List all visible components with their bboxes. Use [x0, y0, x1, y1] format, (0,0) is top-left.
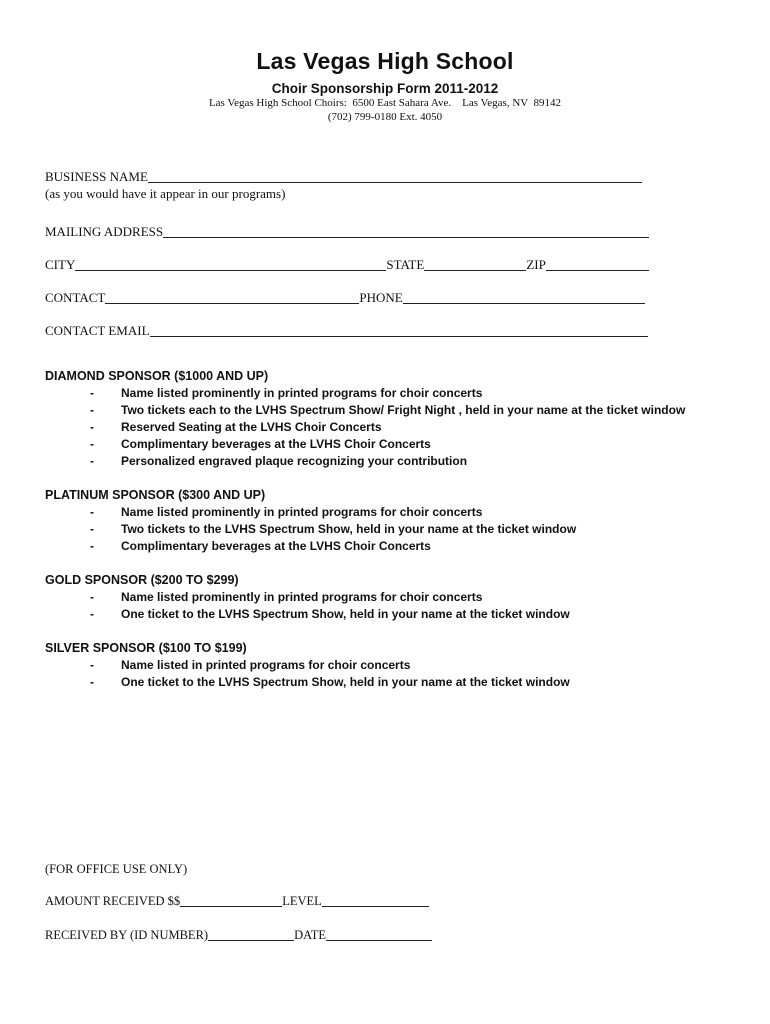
school-title: Las Vegas High School: [256, 48, 514, 74]
amount-level-row: [45, 894, 429, 909]
gold-sponsor-heading: GOLD SPONSOR ($200 TO $299): [45, 573, 239, 587]
mailing-address-field[interactable]: [163, 223, 649, 238]
bullet-dash: -: [90, 675, 94, 689]
benefit-text: Two tickets to the LVHS Spectrum Show, held in your name at the ticket window: [121, 522, 577, 536]
phone-label: PHONE: [359, 290, 403, 305]
business-name-row: [45, 166, 642, 186]
list-item: [45, 504, 755, 521]
received-by-field[interactable]: [208, 928, 294, 941]
benefit-text: Name listed prominently in printed programs for choir concerts: [121, 505, 483, 519]
zip-field[interactable]: [546, 256, 649, 271]
list-item: [45, 606, 755, 623]
benefit-text: Name listed prominently in printed programs for choir concerts: [121, 590, 483, 604]
business-name-field[interactable]: [148, 168, 642, 183]
diamond-sponsor-heading: DIAMOND SPONSOR ($1000 AND UP): [45, 369, 269, 383]
list-item: [45, 521, 755, 538]
level-label: LEVEL: [282, 894, 322, 908]
list-item: [45, 419, 755, 436]
list-item: [45, 385, 755, 402]
silver-sponsor-section: [45, 640, 755, 691]
bullet-dash: -: [90, 403, 94, 417]
list-item: [45, 402, 755, 419]
contact-field[interactable]: [105, 289, 359, 304]
date-field[interactable]: [326, 928, 432, 941]
business-name-note: (as you would have it appear in our programs): [45, 186, 286, 201]
contact-phone-row: [45, 287, 645, 307]
platinum-sponsor-section: [45, 487, 755, 555]
address-line: Las Vegas High School Choirs: 6500 East Sahara Ave. Las Vegas, NV 89142: [208, 97, 562, 109]
phone-line: (702) 799-0180 Ext. 4050: [327, 111, 443, 123]
list-item: [45, 436, 755, 453]
amount-received-field[interactable]: [180, 894, 282, 907]
amount-received-label: AMOUNT RECEIVED $$: [45, 894, 181, 908]
bullet-dash: -: [90, 505, 94, 519]
state-field[interactable]: [424, 256, 526, 271]
bullet-dash: -: [90, 590, 94, 604]
list-item: [45, 657, 755, 674]
date-label: DATE: [294, 928, 327, 942]
benefit-text: One ticket to the LVHS Spectrum Show, held in your name at the ticket window: [121, 675, 570, 689]
benefit-text: Complimentary beverages at the LVHS Choir Concerts: [121, 437, 431, 451]
state-label: STATE: [386, 257, 425, 272]
bullet-dash: -: [90, 437, 94, 451]
benefit-text: Two tickets each to the LVHS Spectrum Show/ Fright Night , held in your name at the ticket window: [121, 403, 686, 417]
city-field[interactable]: [75, 256, 386, 271]
received-by-label: RECEIVED BY (ID NUMBER): [45, 928, 209, 942]
benefit-text: Personalized engraved plaque recognizing your contribution: [121, 454, 468, 468]
contact-label: CONTACT: [45, 290, 106, 305]
bullet-dash: -: [90, 539, 94, 553]
diamond-sponsor-section: [45, 368, 755, 470]
bullet-dash: -: [90, 607, 94, 621]
office-use-heading: (FOR OFFICE USE ONLY): [45, 862, 188, 876]
list-item: [45, 453, 755, 470]
contact-email-row: [45, 320, 648, 340]
contact-email-field[interactable]: [150, 322, 648, 337]
mailing-address-row: [45, 221, 649, 241]
contact-email-label: CONTACT EMAIL: [45, 323, 150, 338]
gold-sponsor-section: [45, 572, 755, 623]
benefit-text: Name listed prominently in printed programs for choir concerts: [121, 386, 483, 400]
received-by-date-row: [45, 928, 432, 943]
benefit-text: Name listed in printed programs for choir concerts: [121, 658, 411, 672]
mailing-address-label: MAILING ADDRESS: [45, 224, 164, 239]
level-field[interactable]: [322, 894, 429, 907]
bullet-dash: -: [90, 420, 94, 434]
business-name-label: BUSINESS NAME: [45, 169, 148, 184]
bullet-dash: -: [90, 386, 94, 400]
list-item: [45, 589, 755, 606]
phone-field[interactable]: [403, 289, 645, 304]
benefit-text: One ticket to the LVHS Spectrum Show, held in your name at the ticket window: [121, 607, 570, 621]
benefit-text: Reserved Seating at the LVHS Choir Concerts: [121, 420, 382, 434]
list-item: [45, 674, 755, 691]
zip-label: ZIP: [526, 257, 546, 272]
form-subtitle: Choir Sponsorship Form 2011-2012: [271, 81, 499, 96]
bullet-dash: -: [90, 522, 94, 536]
benefit-text: Complimentary beverages at the LVHS Choir Concerts: [121, 539, 431, 553]
platinum-sponsor-heading: PLATINUM SPONSOR ($300 AND UP): [45, 488, 266, 502]
city-state-zip-row: [45, 254, 649, 274]
list-item: [45, 538, 755, 555]
bullet-dash: -: [90, 454, 94, 468]
bullet-dash: -: [90, 658, 94, 672]
city-label: CITY: [45, 257, 76, 272]
silver-sponsor-heading: SILVER SPONSOR ($100 TO $199): [45, 641, 247, 655]
